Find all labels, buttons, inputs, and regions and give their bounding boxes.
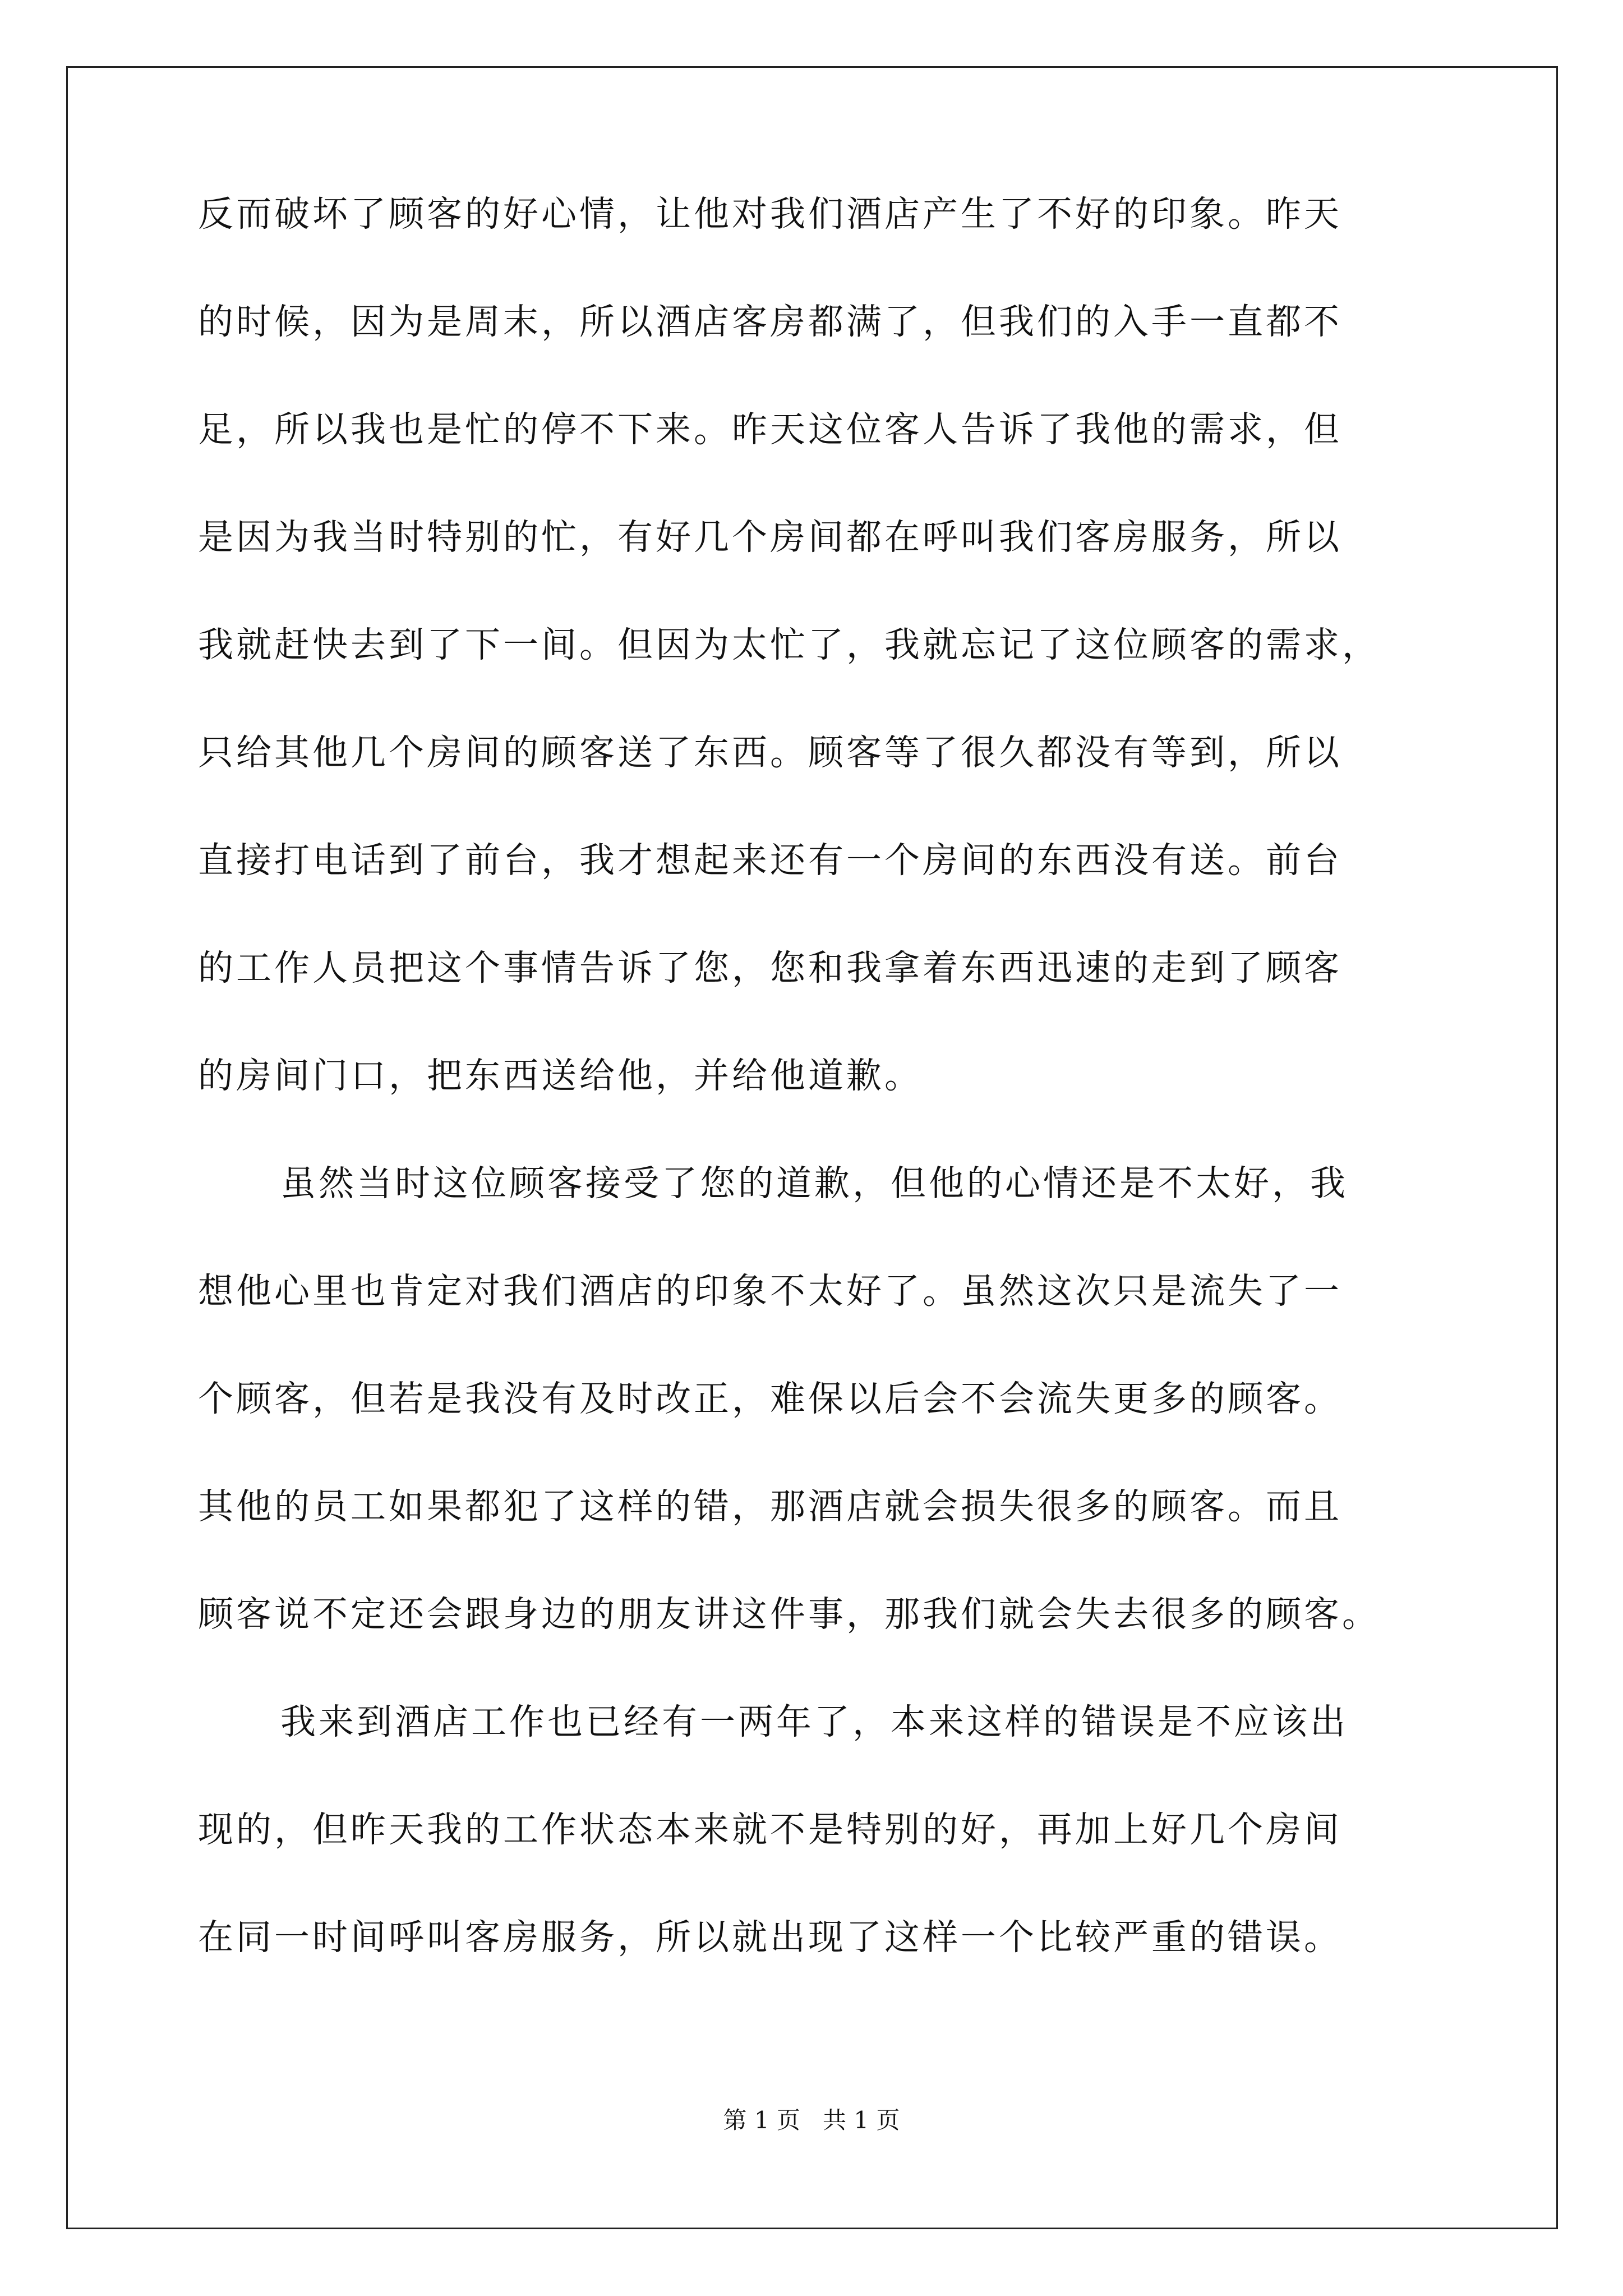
body-text-line: 是因为我当时特别的忙，有好几个房间都在呼叫我们客房服务，所以 bbox=[198, 517, 1342, 558]
body-text-line: 在同一时间呼叫客房服务，所以就出现了这样一个比较严重的错误。 bbox=[198, 1917, 1342, 1958]
body-text-line: 的房间门口，把东西送给他，并给他道歉。 bbox=[198, 1055, 923, 1096]
body-text-line: 想他心里也肯定对我们酒店的印象不太好了。虽然这次只是流失了一 bbox=[198, 1271, 1342, 1312]
paragraph-first-line: 我来到酒店工作也已经有一两年了，本来这样的错误是不应该出 bbox=[280, 1701, 1348, 1742]
body-text-line: 我就赶快去到了下一间。但因为太忙了，我就忘记了这位顾客的需求， bbox=[198, 624, 1380, 665]
body-text-line: 现的，但昨天我的工作状态本来就不是特别的好，再加上好几个房间 bbox=[198, 1809, 1342, 1850]
body-text-line: 的工作人员把这个事情告诉了您，您和我拿着东西迅速的走到了顾客 bbox=[198, 947, 1342, 988]
body-text-line: 直接打电话到了前台，我才想起来还有一个房间的东西没有送。前台 bbox=[198, 840, 1342, 881]
page-number-footer: 第 1 页 共 1 页 bbox=[723, 2106, 900, 2134]
body-text-line: 个顾客，但若是我没有及时改正，难保以后会不会流失更多的顾客。 bbox=[198, 1378, 1342, 1419]
body-text-line: 足，所以我也是忙的停不下来。昨天这位客人告诉了我他的需求，但 bbox=[198, 409, 1342, 450]
body-text-line: 只给其他几个房间的顾客送了东西。顾客等了很久都没有等到，所以 bbox=[198, 732, 1342, 773]
body-text-line: 顾客说不定还会跟身边的朋友讲这件事，那我们就会失去很多的顾客。 bbox=[198, 1594, 1380, 1635]
body-text-line: 的时候，因为是周末，所以酒店客房都满了，但我们的入手一直都不 bbox=[198, 301, 1342, 342]
paragraph-first-line: 虽然当时这位顾客接受了您的道歉，但他的心情还是不太好，我 bbox=[280, 1163, 1348, 1204]
body-text-line: 其他的员工如果都犯了这样的错，那酒店就会损失很多的顾客。而且 bbox=[198, 1486, 1342, 1527]
body-text-line: 反而破坏了顾客的好心情，让他对我们酒店产生了不好的印象。昨天 bbox=[198, 194, 1342, 234]
